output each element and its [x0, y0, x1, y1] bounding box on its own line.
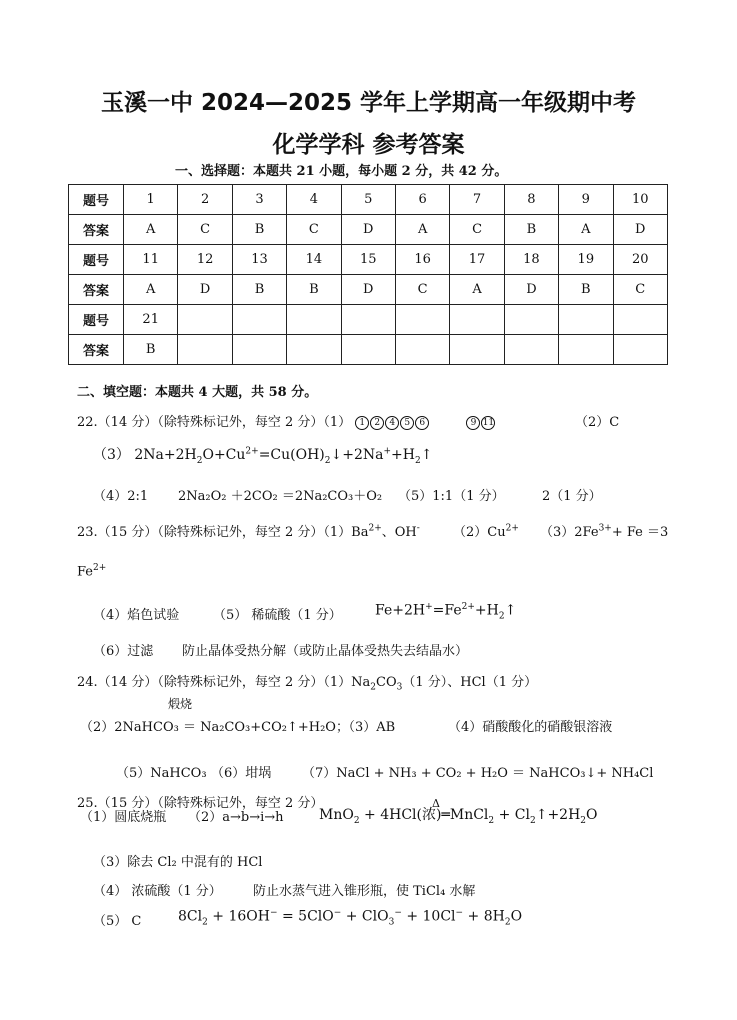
answer-cell — [232, 335, 286, 365]
question-number-cell: 7 — [450, 185, 504, 215]
question-number-cell — [504, 305, 558, 335]
question-number-cell — [613, 305, 667, 335]
answer-cell: A — [395, 215, 449, 245]
question-number-cell: 15 — [341, 245, 395, 275]
q22-p4: （4）2:1 — [93, 489, 149, 504]
question-number-cell: 5 — [341, 185, 395, 215]
question-number-cell: 11 — [124, 245, 178, 275]
question-number-cell: 19 — [559, 245, 613, 275]
answer-cell: D — [341, 215, 395, 245]
q24-line1: 24.（14 分）（除特殊标记外，每空 2 分）$(1)Na_2CO_3(1$ 分）、HCl（1 分） — [77, 675, 538, 693]
row-label-answer: 答案 — [69, 335, 124, 365]
row-label-number: 题号 — [69, 245, 124, 275]
circled-number: 4 — [385, 416, 399, 430]
circled-number: 5 — [400, 416, 414, 430]
answer-table — [68, 184, 668, 365]
answer-cell: C — [613, 275, 667, 305]
question-number-cell — [232, 305, 286, 335]
answer-cell — [287, 335, 341, 365]
q25-p2: （2）a→b→i→h — [188, 810, 284, 825]
delta-symbol: Δ — [432, 797, 440, 810]
q23-p2: $(2)Cu^{2+}$ — [453, 523, 519, 540]
table-row — [69, 305, 668, 335]
q22-p2: （2）C — [575, 415, 620, 430]
row-label-number: 题号 — [69, 305, 124, 335]
question-number-cell — [450, 305, 504, 335]
row-label-answer: 答案 — [69, 275, 124, 305]
q24-p3: （3）AB — [342, 720, 396, 735]
table-row — [69, 185, 668, 215]
q22-p5b: 2（1 分） — [542, 489, 602, 504]
q23-p6: （6）过滤 — [93, 644, 154, 659]
question-number-cell: 20 — [613, 245, 667, 275]
answer-cell: A — [124, 215, 178, 245]
anneal-label: 煅烧 — [168, 697, 193, 711]
answer-cell — [341, 335, 395, 365]
answer-cell: B — [287, 275, 341, 305]
row-label-answer: 答案 — [69, 215, 124, 245]
q22-p3: （3） $2Na+2H_2O+Cu^{2+}=Cu(OH)_2↓+2Na^++H_2↑$ — [93, 446, 433, 466]
answer-cell: A — [124, 275, 178, 305]
page-subtitle: 化学学科 参考答案 — [272, 132, 465, 158]
question-number-cell: 10 — [613, 185, 667, 215]
q22-p4-eq: 2Na₂O₂ ＋2CO₂ ＝2Na₂CO₃＋O₂ — [178, 489, 383, 504]
answer-cell: A — [559, 215, 613, 245]
answer-cell: A — [450, 275, 504, 305]
q22-circles-a — [355, 415, 430, 430]
question-number-cell: 21 — [124, 305, 178, 335]
q23-p4: （4）焰色试验 — [93, 608, 180, 623]
answer-cell: B — [124, 335, 178, 365]
question-number-cell — [341, 305, 395, 335]
question-number-cell: 9 — [559, 185, 613, 215]
answer-cell: C — [450, 215, 504, 245]
answer-cell: D — [504, 275, 558, 305]
circled-number: 9 — [466, 416, 480, 430]
answer-cell: C — [395, 275, 449, 305]
q22-circles-b — [466, 415, 496, 430]
answer-cell: B — [504, 215, 558, 245]
answer-cell — [450, 335, 504, 365]
q25-p5-eq: $8Cl_2 + 16OH^- = 5ClO^- + ClO_3^- + 10Cl^- + 8H_2O$ — [178, 908, 523, 928]
q23-p3: $(3)2Fe^{3+}+ Fe =3$ — [540, 523, 669, 540]
section2-heading: 二、填空题：本题共 4 大题，共 58 分。 — [77, 385, 318, 400]
q24-p2: （2）2NaHCO₃ ＝ Na₂CO₃+CO₂↑+H₂O； — [80, 720, 349, 735]
question-number-cell — [178, 305, 232, 335]
answer-cell: B — [559, 275, 613, 305]
q22-line1 — [77, 411, 496, 430]
page-title: 玉溪一中 2024—2025 学年上学期高一年级期中考 — [100, 90, 637, 116]
q25-p5: （5） C — [93, 914, 142, 929]
answer-cell: D — [178, 275, 232, 305]
q25-head: 25.（15 分）（除特殊标记外，每空 2 分） — [77, 796, 324, 811]
question-number-cell: 2 — [178, 185, 232, 215]
answer-cell: C — [178, 215, 232, 245]
circled-number: 11 — [482, 418, 495, 428]
answer-cell — [559, 335, 613, 365]
question-number-cell: 18 — [504, 245, 558, 275]
table-row — [69, 275, 668, 305]
answer-cell: B — [232, 215, 286, 245]
q22-head: 22.（14 分）（除特殊标记外，每空 2 分）（1） — [77, 415, 352, 430]
answer-cell — [504, 335, 558, 365]
question-number-cell: 17 — [450, 245, 504, 275]
answer-cell: C — [287, 215, 341, 245]
question-number-cell — [559, 305, 613, 335]
q23-p5-eq: $Fe+2H^+=Fe^{2+}+H_2↑$ — [375, 602, 517, 622]
question-number-cell: 1 — [124, 185, 178, 215]
answer-cell — [613, 335, 667, 365]
q23-p6b: 防止晶体受热分解（或防止晶体受热失去结晶水） — [182, 644, 469, 659]
question-number-cell — [395, 305, 449, 335]
q24-p7: （7）NaCl + NH₃ + CO₂ + H₂O ＝ NaHCO₃↓+ NH₄Cl — [302, 766, 654, 781]
table-row — [69, 245, 668, 275]
table-row — [69, 215, 668, 245]
answer-cell: D — [341, 275, 395, 305]
circled-number: 6 — [415, 416, 429, 430]
q25-p3: （3）除去 Cl₂ 中混有的 HCl — [93, 855, 263, 870]
question-number-cell: 12 — [178, 245, 232, 275]
circled-number: 2 — [370, 416, 384, 430]
q25-p1: （1）圆底烧瓶 — [80, 810, 167, 825]
answer-cell: D — [613, 215, 667, 245]
row-label-number: 题号 — [69, 185, 124, 215]
answer-cell: B — [232, 275, 286, 305]
q23-p3-cont: $Fe^{2+}$ — [77, 563, 107, 580]
question-number-cell: 14 — [287, 245, 341, 275]
section1-heading: 一、选择题：本题共 21 小题，每小题 2 分，共 42 分。 — [175, 164, 508, 179]
question-number-cell: 6 — [395, 185, 449, 215]
answer-cell — [395, 335, 449, 365]
answer-cell — [178, 335, 232, 365]
q23-p5: （5） 稀硫酸（1 分） — [213, 608, 342, 623]
q24-p6: （6）坩埚 — [211, 766, 272, 781]
q25-p4b: 防止水蒸气进入锥形瓶，使 TiCl₄ 水解 — [253, 884, 476, 899]
question-number-cell: 4 — [287, 185, 341, 215]
circled-number: 1 — [355, 416, 369, 430]
q25-p4: （4） 浓硫酸（1 分） — [93, 884, 222, 899]
table-row — [69, 335, 668, 365]
q22-p5: （5）1:1（1 分） — [398, 489, 505, 504]
q23-line1: 23.（15 分）（除特殊标记外，每空 2 分）$(1)Ba^{2+}$、OH- — [77, 523, 420, 540]
question-number-cell: 16 — [395, 245, 449, 275]
q25-eq: MnO$_2$ + 4HCl(浓)═MnCl$_2$ + $Cl_2↑+2H_2O$ — [319, 807, 598, 826]
q24-p5: （5）NaHCO₃ — [116, 766, 207, 781]
question-number-cell: 13 — [232, 245, 286, 275]
question-number-cell — [287, 305, 341, 335]
question-number-cell: 3 — [232, 185, 286, 215]
question-number-cell: 8 — [504, 185, 558, 215]
q24-p4: （4）硝酸酸化的硝酸银溶液 — [448, 720, 613, 735]
